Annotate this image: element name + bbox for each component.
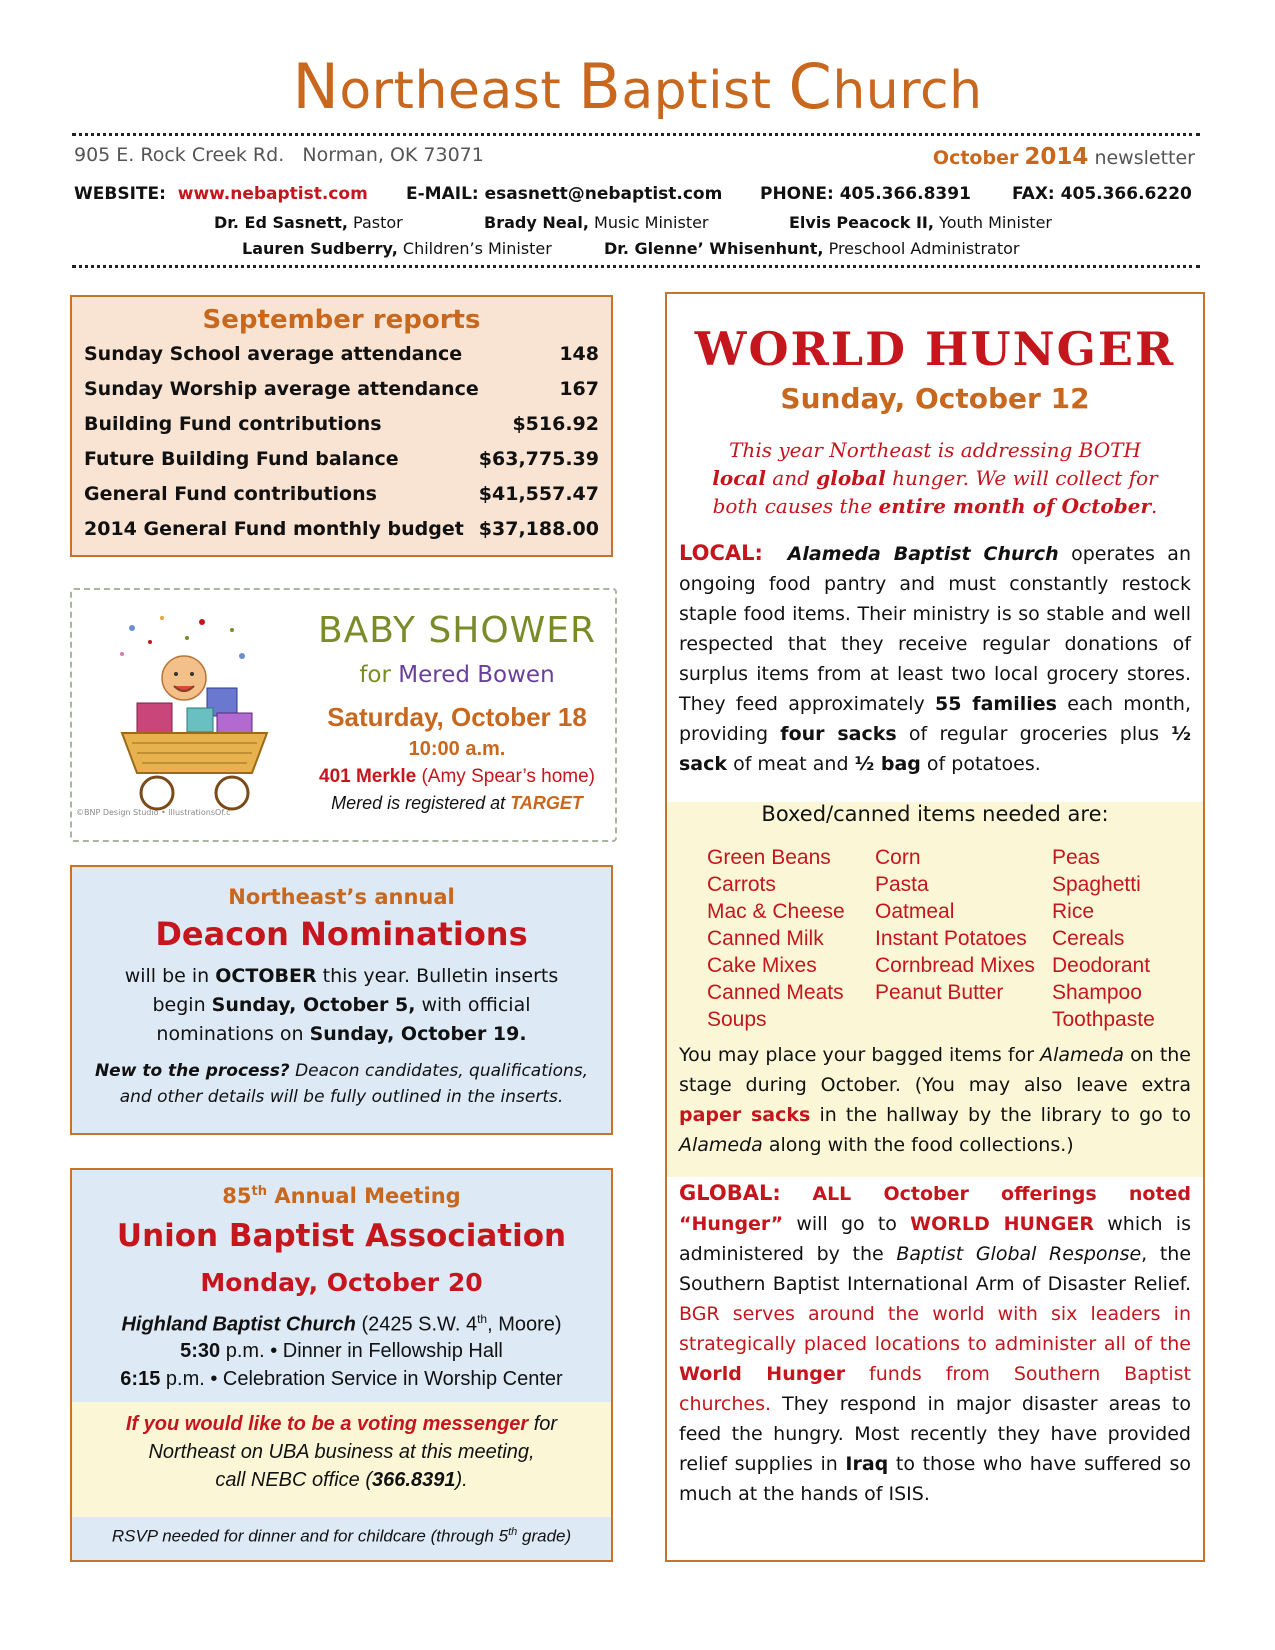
shower-title: BABY SHOWER: [317, 610, 597, 651]
deacon-nominations-box: [70, 865, 613, 1135]
staff-youth: Elvis Peacock II, Youth Minister: [789, 213, 1052, 232]
confetti-icon: [120, 616, 245, 659]
drop-off-paragraph: You may place your bagged items for Alameda on the stage during October. (You may also leave extra paper sacks in the hallway by the library to go to Alameda along with the food collections.): [679, 1044, 1191, 1156]
hunger-intro-line: local and global hunger. We will collect for: [712, 466, 1158, 490]
item: Instant Potatoes: [875, 927, 1027, 950]
illustration-credit: ©BNP Design Studio • illustrationsOf.c: [76, 808, 231, 817]
baby-shower-card: [70, 588, 617, 842]
uba-messenger-line: call NEBC office (366.8391).: [215, 1469, 468, 1491]
item: Spaghetti: [1052, 873, 1141, 896]
staff-children: Lauren Sudberry, Children’s Minister: [242, 239, 552, 258]
hunger-title: WORLD HUNGER: [694, 322, 1176, 376]
item: Pasta: [875, 873, 929, 896]
newsletter-masthead: Northeast Baptist Church: [292, 50, 983, 123]
item: Cereals: [1052, 927, 1125, 950]
item: Carrots: [707, 873, 776, 896]
report-row: General Fund contributions $41,557.47: [84, 483, 599, 505]
report-row: Sunday School average attendance 148: [84, 343, 599, 365]
staff-pastor: Dr. Ed Sasnett, Pastor: [214, 213, 403, 232]
uba-rsvp: RSVP needed for dinner and for childcare (through 5th grade): [111, 1526, 572, 1546]
phone-contact: PHONE: 405.366.8391: [760, 184, 971, 204]
uba-venue: Highland Baptist Church (2425 S.W. 4th, Moore): [121, 1312, 562, 1336]
deacon-note-line: and other details will be fully outlined in the inserts.: [119, 1087, 564, 1107]
deacon-text-line: begin Sunday, October 5, with official: [152, 994, 531, 1016]
item: Soups: [707, 1008, 767, 1031]
hunger-date: Sunday, October 12: [780, 382, 1090, 415]
item: Peas: [1052, 846, 1100, 869]
item: Peanut Butter: [875, 981, 1004, 1004]
item: Corn: [875, 846, 921, 869]
fax-contact: FAX: 405.366.6220: [1012, 184, 1192, 204]
email-link[interactable]: esasnett@nebaptist.com: [484, 184, 723, 204]
deacon-kicker: Northeast’s annual: [228, 885, 455, 909]
item: Rice: [1052, 900, 1095, 923]
uba-messenger-line: If you would like to be a voting messenger for: [125, 1413, 558, 1435]
uba-kicker: 85th Annual Meeting: [222, 1184, 461, 1208]
uba-schedule-dinner: 5:30 p.m. • Dinner in Fellowship Hall: [180, 1340, 503, 1362]
shower-location: 401 Merkle (Amy Spear’s home): [319, 766, 595, 787]
item: Canned Meats: [707, 981, 844, 1004]
item: Mac & Cheese: [707, 900, 845, 923]
report-row: 2014 General Fund monthly budget $37,188.00: [84, 518, 599, 540]
item: Green Beans: [707, 846, 831, 869]
world-hunger-box: [665, 292, 1205, 1562]
uba-title: Union Baptist Association: [116, 1218, 567, 1254]
item: Deodorant: [1052, 954, 1151, 977]
shower-time: 10:00 a.m.: [408, 738, 506, 760]
website-contact: WEBSITE: www.nebaptist.com: [74, 184, 368, 204]
items-heading: Boxed/canned items needed are:: [761, 802, 1109, 826]
item: Toothpaste: [1052, 1008, 1155, 1031]
divider: [72, 265, 1200, 268]
shower-registry: Mered is registered at TARGET: [331, 793, 583, 813]
item: Oatmeal: [875, 900, 955, 923]
report-row: Sunday Worship average attendance 167: [84, 378, 599, 400]
item: Cake Mixes: [707, 954, 817, 977]
shower-date: Saturday, October 18: [327, 702, 587, 732]
hunger-intro-line: both causes the entire month of October.: [712, 494, 1158, 518]
hunger-intro-line: This year Northeast is addressing BOTH: [729, 438, 1141, 462]
staff-preschool: Dr. Glenne’ Whisenhunt, Preschool Administrator: [604, 239, 1020, 258]
staff-music: Brady Neal, Music Minister: [484, 213, 709, 232]
church-address: 905 E. Rock Creek Rd. Norman, OK 73071: [74, 144, 484, 166]
item: Canned Milk: [707, 927, 824, 950]
deacon-text-line: will be in OCTOBER this year. Bulletin inserts: [124, 965, 559, 987]
september-reports-box: [70, 295, 613, 557]
divider: [72, 133, 1200, 136]
issue-date: October 2014 newsletter: [932, 144, 1195, 170]
global-paragraph: GLOBAL: ALL October offerings noted “Hunger” will go to WORLD HUNGER which is administered by the Baptist Global Response, the Southern Baptist International Arm of Disaster Relief. BGR serves around the world with six leaders in strategically placed locations to administer all of the World Hunger funds from Southern Baptist churches. They respond in major disaster areas to feed the hungry. Most recently they have provided relief supplies in Iraq to those who have suffered so much at the hands of ISIS.: [679, 1181, 1192, 1505]
deacon-title: Deacon Nominations: [155, 915, 528, 953]
item: Cornbread Mixes: [875, 954, 1035, 977]
shower-honoree: for Mered Bowen: [359, 662, 555, 688]
website-link[interactable]: www.nebaptist.com: [177, 184, 368, 204]
report-row: Future Building Fund balance $63,775.39: [84, 448, 599, 470]
uba-schedule-service: 6:15 p.m. • Celebration Service in Worship Center: [120, 1368, 563, 1390]
reports-title: September reports: [202, 305, 481, 335]
report-row: Building Fund contributions $516.92: [84, 413, 599, 435]
uba-messenger-line: Northeast on UBA business at this meeting,: [148, 1441, 535, 1463]
email-contact: E-MAIL: esasnett@nebaptist.com: [406, 184, 723, 204]
local-paragraph: LOCAL: Alameda Baptist Church operates an ongoing food pantry and must constantly restock staple food items. Their ministry is so stable and well respected that they receive regular donations of surplus items from at least two local grocery stores. They feed approximately 55 families each month, providing four sacks of regular groceries plus ½ sack of meat and ½ bag of potatoes.: [679, 541, 1191, 775]
deacon-note-line: New to the process? Deacon candidates, qualifications,: [94, 1061, 589, 1081]
deacon-text-line: nominations on Sunday, October 19.: [156, 1023, 527, 1045]
item: Shampoo: [1052, 981, 1142, 1004]
uba-meeting-box: [70, 1168, 613, 1562]
baby-carriage-illustration: [92, 608, 302, 818]
uba-date: Monday, October 20: [200, 1268, 483, 1297]
